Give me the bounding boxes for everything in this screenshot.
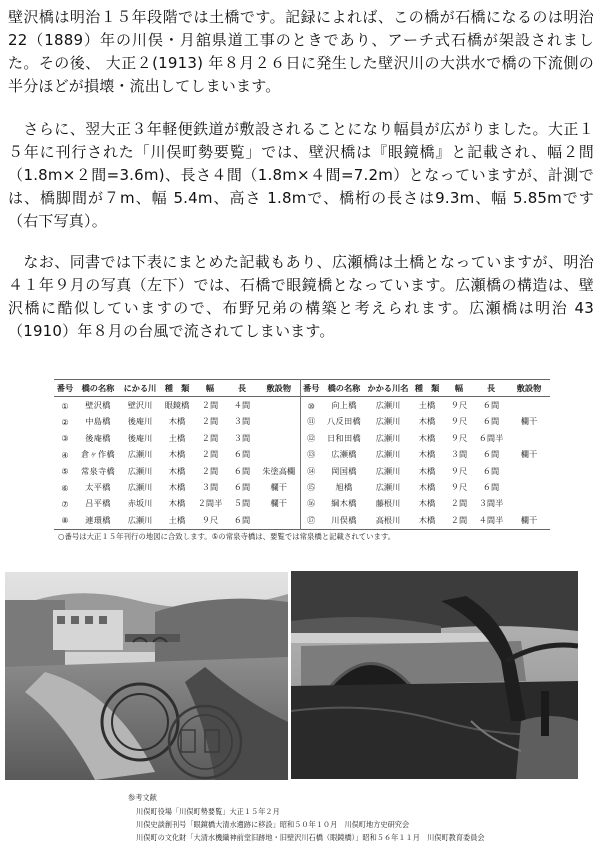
table-header-cell: 番号 [56, 382, 74, 393]
table-cell: 後庵川 [127, 432, 153, 443]
table-row [54, 512, 550, 529]
table-cell: 広瀬橋 [331, 449, 357, 460]
table-cell: ３間 [201, 482, 219, 493]
table-cell: ６間 [233, 465, 251, 476]
table-header-cell: 橋の名称 [327, 382, 361, 393]
table-cell [258, 414, 300, 430]
table-header-cell: 長 [486, 382, 496, 393]
table-row [54, 414, 550, 430]
table-cell: 木橋 [168, 482, 186, 493]
table-cell: 岡国橋 [331, 465, 357, 476]
table-row [54, 479, 550, 495]
table-cell: 欄干 [520, 416, 538, 427]
table-row [54, 430, 550, 446]
table-header-cell: にかる川 [123, 382, 157, 393]
table-cell: ⑩ [300, 397, 322, 414]
table-cell: ⑭ [300, 463, 322, 479]
table-cell: ６間 [482, 416, 500, 427]
body-paragraph-2: さらに、翌大正３年軽便鉄道が敷設されることになり幅員が広がりました。大正１５年に刊行された「川俣町勢要覧」では、壁沢橋は『眼鏡橋』と記載され、幅２間（1.8m×２間=3.6m)、長さ４間（1.8m×４間=7.2m）となっていますが、計測では、橋脚間が７m、幅 5.4m、高さ 1.8mで、橋桁の長さは9.3m、幅 5.85mです（右下写真）。 [8, 120, 594, 230]
table-cell: ６間半 [478, 432, 504, 443]
table-cell: ６間 [482, 400, 500, 411]
table-row [54, 447, 550, 463]
table-cell: ④ [61, 449, 69, 460]
table-cell: ９尺 [450, 416, 468, 427]
table-cell: ９尺 [450, 400, 468, 411]
table-cell: ６間 [233, 482, 251, 493]
table-cell: ⑯ [300, 496, 322, 512]
bridge-table [54, 379, 550, 530]
table-cell: ９尺 [450, 482, 468, 493]
table-cell: ６間 [482, 465, 500, 476]
table-cell: 木橋 [418, 498, 436, 509]
table-cell [258, 447, 300, 463]
table-cell: ⑮ [300, 479, 322, 495]
table-cell: 後庵川 [127, 416, 153, 427]
table-cell: 壁沢橋 [85, 400, 111, 411]
table-cell [258, 430, 300, 446]
table-cell: ２間 [450, 514, 468, 525]
table-cell: 広瀬川 [375, 400, 401, 411]
table-cell: ⑧ [61, 515, 69, 526]
table-header-cell: 種 類 [164, 382, 190, 393]
table-cell: 藤根川 [375, 498, 401, 509]
table-cell: 眼鏡橋 [164, 400, 190, 411]
table-cell: ９尺 [450, 465, 468, 476]
table-cell: ⑰ [300, 512, 322, 529]
table-cell: 広瀬川 [127, 514, 153, 525]
table-cell: ⑫ [300, 430, 322, 446]
table-cell: ⑤ [61, 466, 69, 477]
table-cell: 木橋 [418, 449, 436, 460]
table-cell: ２間 [201, 416, 219, 427]
photo-right-stone-bridge [291, 571, 578, 779]
table-cell [508, 479, 550, 495]
table-cell: 太平橋 [85, 482, 111, 493]
table-cell: 欄干 [520, 449, 538, 460]
table-cell: ３間 [233, 416, 251, 427]
table-cell [508, 430, 550, 446]
table-body [54, 397, 550, 529]
table-cell: ４間 [233, 400, 251, 411]
table-cell [508, 463, 550, 479]
body-paragraph-1: 壁沢橋は明治１５年段階では土橋です。記録によれば、この橋が石橋になるのは明治22（1889）年の川俣・月舘県道工事のときであり、アーチ式石橋が架設されました。その後、 大正２(1913) 年８月２６日に発生した壁沢川の大洪水で橋の下流側の半分ほどが損壊・流出してしまいます。 [8, 8, 594, 95]
table-cell: ⑬ [300, 447, 322, 463]
table-cell: 倉ヶ作橋 [81, 449, 115, 460]
reference-item: 川俣史談創刊号「眼鏡橋大清水遺跡に移設」昭和５０年１０月 川俣町地方史研究会 [136, 820, 410, 829]
table-cell: 木橋 [168, 465, 186, 476]
table-cell: 日和田橋 [327, 432, 361, 443]
table-cell: 広瀬川 [375, 482, 401, 493]
table-cell: ６間 [482, 482, 500, 493]
table-cell: 広瀬川 [127, 482, 153, 493]
table-cell: ６間 [233, 449, 251, 460]
table-cell: 木橋 [418, 482, 436, 493]
table-cell [258, 397, 300, 414]
table-cell: 壁沢川 [127, 400, 153, 411]
table-cell: 高根川 [375, 514, 401, 525]
table-cell [508, 496, 550, 512]
table-cell: 常泉寺橋 [81, 465, 115, 476]
references [128, 793, 485, 846]
table-cell: 土橋 [418, 400, 436, 411]
table-header-cell: 番号 [300, 380, 322, 397]
table-header-cell: かかる川名 [367, 382, 409, 393]
table-note: ○番号は大正１５年刊行の地図に合致します。⑤の常泉寺橋は、要覧では常泉橋と記載されています。 [58, 532, 396, 541]
table-cell: ３間 [233, 432, 251, 443]
table-header-cell: 幅 [454, 382, 464, 393]
table-cell: 川俣橋 [331, 514, 357, 525]
table-cell: 欄干 [270, 482, 287, 493]
table-cell: 広瀬川 [375, 416, 401, 427]
table-cell: ２間 [201, 465, 219, 476]
table-cell: ９尺 [450, 432, 468, 443]
reference-item: 川俣町の文化財「大清水機織神前堂旧跡地・旧壁沢川石橋（眼鏡橋）」昭和５６年１１月 川俣町教育委員会 [136, 833, 485, 842]
table-cell: 広瀬川 [375, 465, 401, 476]
photo-left-image [5, 572, 288, 780]
table-cell: 綱木橋 [331, 498, 357, 509]
table-cell: 木橋 [168, 498, 186, 509]
table-cell: ２間 [201, 432, 219, 443]
table-cell: 木橋 [168, 416, 186, 427]
table-cell: ２間 [450, 498, 468, 509]
table-cell: 欄干 [270, 498, 287, 509]
table-header-cell: 敷設物 [266, 382, 292, 393]
table-header-cell: 種 類 [414, 382, 440, 393]
table-cell: ３間 [450, 449, 468, 460]
table-cell: 広瀬川 [127, 449, 153, 460]
table-cell: ⑪ [300, 414, 322, 430]
table-cell: ② [61, 416, 69, 427]
table-cell: 木橋 [418, 416, 436, 427]
table-cell: 広瀬川 [375, 432, 401, 443]
table-cell: 連環橋 [85, 514, 111, 525]
table-cell: ⑦ [61, 498, 69, 509]
table-cell: ４間半 [478, 514, 504, 525]
table-cell: 土橋 [168, 514, 186, 525]
table-cell: ６間 [233, 514, 251, 525]
table-cell: 木橋 [418, 432, 436, 443]
table-header-cell: 長 [237, 382, 247, 393]
table-header-cell: 橋の名称 [81, 382, 115, 393]
table-cell: 木橋 [418, 465, 436, 476]
table-cell: 向上橋 [331, 400, 357, 411]
bridge-table-container [54, 379, 550, 530]
table-cell: 広瀬川 [375, 449, 401, 460]
table-cell: 広瀬川 [127, 465, 153, 476]
table-cell: 赤坂川 [127, 498, 153, 509]
table-cell: ６間 [482, 449, 500, 460]
photo-right-image [291, 571, 578, 779]
table-cell: ５間 [233, 498, 251, 509]
table-row [54, 397, 550, 414]
table-row [54, 496, 550, 512]
table-cell: 欄干 [520, 514, 538, 525]
table-cell: 吕平橋 [85, 498, 111, 509]
table-cell: 朱塗高欄 [262, 465, 296, 476]
table-cell: ① [61, 400, 69, 411]
references-heading: 参考文献 [128, 793, 157, 802]
table-cell: ９尺 [201, 514, 219, 525]
body-paragraph-3: なお、同書では下表にまとめた記載もあり、広瀬橋は土橋となっていますが、明治４１年９月の写真（左下）では、石橋で眼鏡橋となっています。広瀬橋の構造は、壁沢橋に酷似していますので、布野兄弟の構築と考えられます。広瀬橋は明治 43（1910）年８月の台風で流されてしまいます。 [8, 253, 594, 340]
table-cell: ２間 [201, 400, 219, 411]
table-cell: ２間半 [197, 498, 223, 509]
photo-left-old-bridge [5, 572, 288, 780]
table-row [54, 463, 550, 479]
table-cell: 木橋 [168, 449, 186, 460]
table-cell: ⑥ [61, 482, 69, 493]
table-header-row [54, 380, 550, 397]
table-cell: ２間 [201, 449, 219, 460]
reference-item: 川俣町役場「川俣町勢要覧」大正１５年２月 [136, 807, 280, 816]
table-cell: ③ [61, 433, 69, 444]
table-header-cell: 敷設物 [516, 382, 542, 393]
table-cell [258, 512, 300, 529]
table-cell: ３間半 [478, 498, 504, 509]
table-cell: 旭橋 [335, 482, 353, 493]
table-cell: 後庵橋 [85, 432, 111, 443]
table-cell [508, 397, 550, 414]
table-header-cell: 幅 [205, 382, 215, 393]
table-cell: 八反田橋 [327, 416, 361, 427]
table-cell: 土橋 [168, 432, 186, 443]
table-cell: 木橋 [418, 514, 436, 525]
table-cell: 中島橋 [85, 416, 111, 427]
